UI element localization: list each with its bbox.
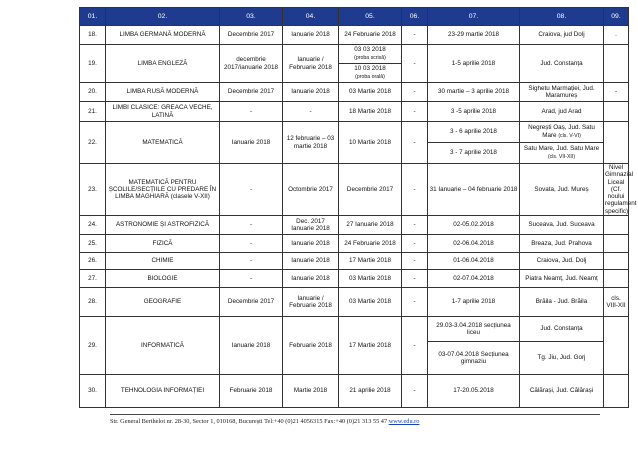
table-cell: Ianuarie 2018 [283,26,339,45]
table-cell: - [402,26,428,45]
table-cell [339,64,402,83]
table-cell: decembrie 2017/ianuarie 2018 [220,45,283,83]
table-row [80,375,629,408]
table-cell: 1-7 aprilie 2018 [428,288,520,317]
table-cell: 03 Martie 2018 [339,288,402,317]
row-number: 27. [80,270,106,288]
table-cell: Ianuarie 2018 [283,270,339,288]
table-cell: 3 -5 aprilie 2018 [428,102,520,122]
table-row [80,270,629,288]
note-text: (cls. V-VI) [558,132,581,139]
subject-cell: BIOLOGIE [106,270,220,288]
subject-cell: FIZICĂ [106,235,220,253]
olympiad-schedule-table [79,7,637,408]
website-link[interactable]: www.edu.ro [388,418,420,425]
row-number: 23. [80,164,106,216]
table-cell: Ianuarie 2018 [283,235,339,253]
table-cell: 01-06.04.2018 [428,253,520,270]
table-cell: cls. VIII-XII [604,288,629,317]
row-number: 28. [80,288,106,317]
date-text: 03 03 2018 [354,46,386,54]
table-cell: Ianuarie 2018 [283,253,339,270]
table-cell: 02-07.04.2018 [428,270,520,288]
table-cell: Decembrie 2017 [220,83,283,102]
header-cell: 08. [520,8,604,26]
header-cell: 09. [604,8,629,26]
table-row [80,317,629,342]
table-cell: Craiova, jud Dolj [520,26,604,45]
table-cell: 24 Februarie 2018 [339,235,402,253]
table-cell: Martie 2018 [283,375,339,408]
table-cell [520,143,604,164]
table-cell: - [220,102,283,122]
table-cell: 31 Ianuarie – 04 februarie 2018 [428,164,520,216]
table-cell: Februarie 2018 [283,317,339,375]
note-text: (proba orală) [355,73,385,80]
table-cell: 02-06.04.2018 [428,235,520,253]
table-row [80,26,629,45]
subject-cell: MATEMATICĂ [106,122,220,164]
table-cell: 02-05.02.2018 [428,216,520,235]
table-cell: 24 Februarie 2018 [339,26,402,45]
date-text: 10 03 2018 [354,65,386,73]
table-cell: Ianuarie 2018 [220,122,283,164]
location-text: Satu Mare, Jud. Satu Mare [523,145,600,153]
subject-cell: LIMBA GERMANĂ MODERNĂ [106,26,220,45]
note-text: (cls. VII-XII) [547,153,576,160]
table-row [80,253,629,270]
table-row [80,288,629,317]
table-cell [604,375,629,408]
header-cell: 07. [428,8,520,26]
table-cell: Craiova, Jud. Dolj [520,253,604,270]
table-cell: Dec. 2017 Ianuarie 2018 [283,216,339,235]
table-cell: Sighetu Marmației, Jud. Maramureș [520,83,604,102]
location-text: Negrești Oaș, Jud. Satu Mare [528,124,595,139]
subject-cell: GEOGRAFIE [106,288,220,317]
table-cell: - [604,83,629,102]
table-cell [604,253,629,270]
table-cell [604,45,629,83]
table-row [80,216,629,235]
table-row [80,164,629,216]
note-text: (proba scrisă) [354,54,386,61]
row-number: 21. [80,102,106,122]
table-cell [339,45,402,64]
table-cell: - [402,102,428,122]
header-cell: 04. [283,8,339,26]
table-cell: . [604,26,629,45]
table-cell: Decembrie 2017 [220,26,283,45]
table-cell [604,317,629,375]
table-cell: - [283,102,339,122]
table-cell: Arad, jud Arad [520,102,604,122]
table-cell: Decembrie 2017 [339,164,402,216]
table-cell: 23-29 martie 2018 [428,26,520,45]
table-cell: 1-5 aprilie 2018 [428,45,520,83]
table-row [80,102,629,122]
row-number: 24. [80,216,106,235]
table-cell: Suceava, Jud. Suceava [520,216,604,235]
table-cell: - [402,122,428,164]
footer-address: Str. General Berthelot nr. 28-30, Sector 1, 010168, București Tel:+40 (0)21 4056315 Fax:+40 (0)21 313 55 47 [110,418,388,425]
table-cell: - [402,317,428,375]
subject-cell: ASTRONOMIE ȘI ASTROFIZICĂ [106,216,220,235]
table-cell [520,122,604,143]
table-cell: - [402,270,428,288]
table-cell: 17 Martie 2018 [339,317,402,375]
table-row [80,122,629,143]
table-cell: Ianuarie / Februarie 2018 [283,45,339,83]
table-cell: - [402,83,428,102]
table-cell [604,235,629,253]
table-cell: - [402,216,428,235]
table-header-row [80,8,629,26]
row-number: 18. [80,26,106,45]
table-cell: 17 Martie 2018 [339,253,402,270]
row-number: 19. [80,45,106,83]
table-cell: Octombrie 2017 [283,164,339,216]
subject-cell: MATEMATICĂ PENTRU ȘCOLILE/SECȚIILE CU PREDARE ÎN LIMBA MAGHIARĂ (clasele V-XII) [106,164,220,216]
header-cell: 03. [220,8,283,26]
table-cell [604,122,629,164]
table-cell: - [402,164,428,216]
table-cell: - [402,235,428,253]
table-cell: - [220,164,283,216]
table-cell: Nivel Gimnazial Liceal (Cf. noului regulament specific) [605,164,637,215]
table-cell: Jud. Constanța [520,317,604,342]
row-number: 25. [80,235,106,253]
table-cell: Ianuarie / Februarie 2018 [283,288,339,317]
subject-cell: LIMBA RUSĂ MODERNĂ [106,83,220,102]
table-cell: 03-07.04.2018 Secțiunea gimnaziu [428,342,520,375]
table-cell: 03 Martie 2018 [339,83,402,102]
table-cell: Ianuarie 2018 [220,317,283,375]
table-cell: Decembrie 2017 [220,288,283,317]
table-cell: - [402,288,428,317]
table-row [80,45,629,64]
table-cell: 03 Martie 2018 [339,270,402,288]
row-number: 22. [80,122,106,164]
table-cell: 3 - 6 aprilie 2018 [428,122,520,143]
subject-cell: CHIMIE [106,253,220,270]
table-cell: Jud. Constanța [520,45,604,83]
table-cell: 21 aprilie 2018 [339,375,402,408]
table-cell: Ianuarie 2018 [283,83,339,102]
table-cell: - [402,45,428,83]
table-cell: Tg. Jiu, Jud. Gorj [520,342,604,375]
row-number: 30. [80,375,106,408]
table-cell: 30 martie – 3 aprilie 2018 [428,83,520,102]
row-number: 29. [80,317,106,375]
table-row [80,235,629,253]
footer-divider [110,414,600,415]
table-cell: Februarie 2018 [220,375,283,408]
page-footer [110,418,600,425]
table-cell [604,270,629,288]
header-cell: 02. [106,8,220,26]
table-row [80,83,629,102]
table-cell: Călărași, Jud. Călărași [520,375,604,408]
subject-cell: INFORMATICĂ [106,317,220,375]
table-cell: - [220,216,283,235]
table-cell: - [220,235,283,253]
table-cell: 17-20.05.2018 [428,375,520,408]
header-cell: 01. [80,8,106,26]
subject-cell: TEHNOLOGIA INFORMAȚIEI [106,375,220,408]
table-cell: - [220,270,283,288]
header-cell: 05. [339,8,402,26]
row-number: 20. [80,83,106,102]
table-cell: 10 Martie 2018 [339,122,402,164]
table-cell: 18 Martie 2018 [339,102,402,122]
table-cell: - [402,253,428,270]
table-cell [604,216,629,235]
table-cell: Piatra Neamț, Jud. Neamț [520,270,604,288]
table-cell: 29.03-3.04.2018 secțiunea liceu [428,317,520,342]
header-cell: 06. [402,8,428,26]
row-number: 26. [80,253,106,270]
table-cell: Brăila - Jud. Brăila [520,288,604,317]
table-cell [604,102,629,122]
subject-cell: LIMBA ENGLEZĂ [106,45,220,83]
table-cell: Sovata, Jud. Mureș [520,164,604,216]
table-cell: - [402,375,428,408]
table-cell: 3 - 7 aprilie 2018 [428,143,520,164]
table-cell: Breaza, Jud. Prahova [520,235,604,253]
table-cell: 27 Ianuarie 2018 [339,216,402,235]
subject-cell: LIMBI CLASICE: GREACA VECHE, LATINĂ [106,102,220,122]
table-cell: 12 februarie – 03 martie 2018 [283,122,339,164]
table-cell: - [220,253,283,270]
